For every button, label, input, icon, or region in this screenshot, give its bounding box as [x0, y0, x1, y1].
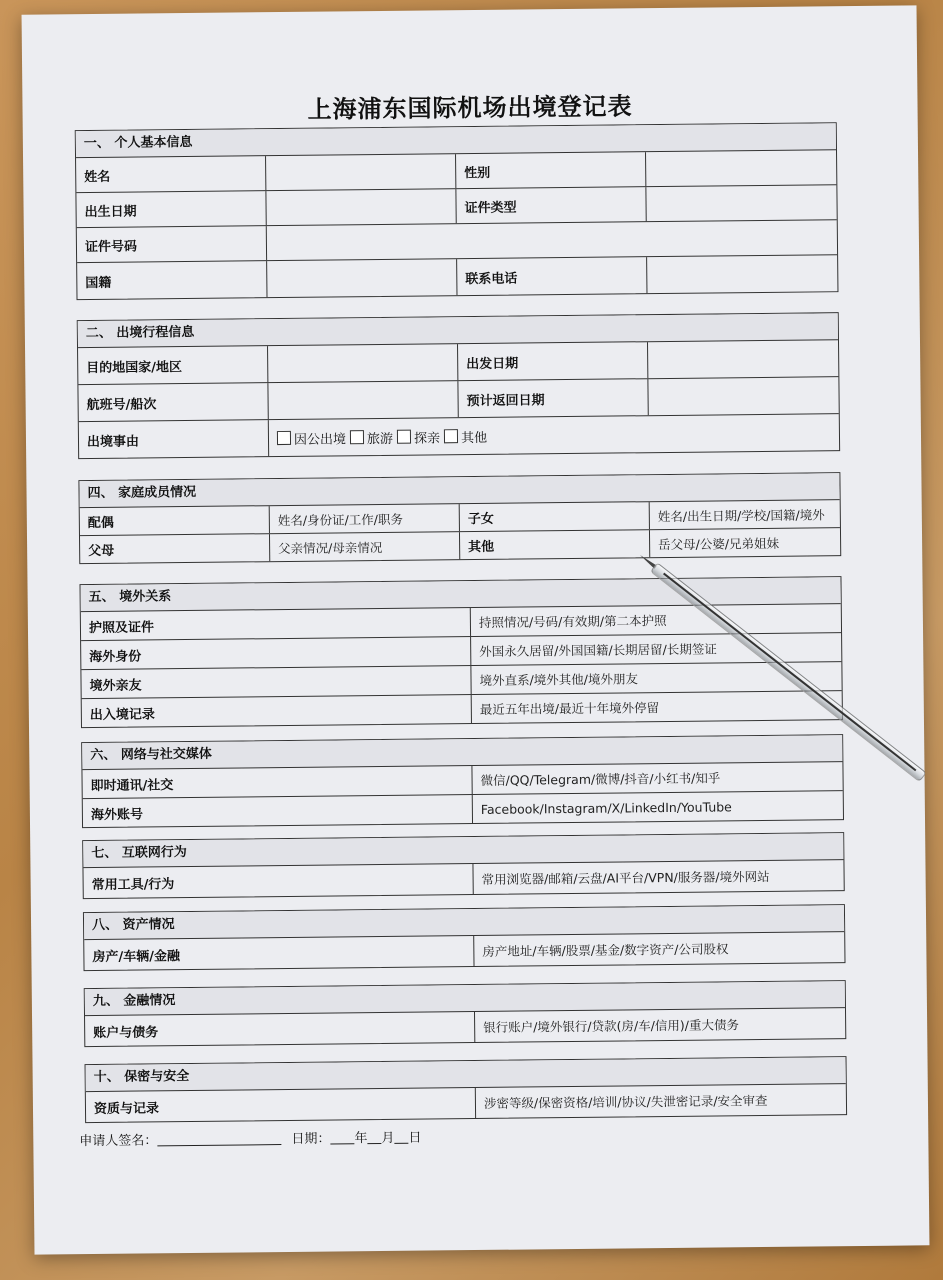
parents-field[interactable]: 父亲情况/母亲情况	[270, 532, 460, 561]
children-field[interactable]: 姓名/出生日期/学校/国籍/境外	[657, 506, 825, 524]
section-header: 一、 个人基本信息	[76, 123, 836, 158]
overseas-status-field[interactable]: 外国永久居留/外国国籍/长期居留/长期签证	[479, 641, 717, 659]
section-assets	[83, 904, 846, 971]
table-row	[79, 414, 839, 458]
phone-field[interactable]	[647, 255, 836, 293]
label-children: 子女	[460, 502, 650, 531]
day-field[interactable]	[394, 1131, 408, 1144]
label-messaging: 即时通讯/社交	[82, 766, 472, 798]
checkbox[interactable]	[444, 429, 458, 443]
label-passport: 护照及证件	[81, 608, 471, 640]
label-departure-date: 出发日期	[458, 342, 648, 380]
signature-field[interactable]	[157, 1132, 281, 1146]
label-id-type: 证件类型	[456, 187, 646, 223]
label-property: 房产/车辆/金融	[84, 936, 474, 970]
birthdate-field[interactable]	[266, 189, 456, 225]
id-type-field[interactable]	[646, 185, 835, 221]
section-security	[85, 1056, 848, 1123]
section-finance	[84, 980, 847, 1047]
section-header: 二、 出境行程信息	[78, 313, 838, 348]
reason-options	[269, 414, 838, 456]
label-spouse: 配偶	[80, 506, 270, 535]
section-social-media	[81, 734, 844, 828]
label-reason: 出境事由	[79, 420, 269, 458]
label-overseas-accounts: 海外账号	[83, 795, 473, 827]
section-overseas-relations	[79, 576, 842, 728]
section-header: 五、 境外关系	[81, 577, 841, 612]
tools-field[interactable]: 常用浏览器/邮箱/云盘/AI平台/VPN/服务器/境外网站	[481, 868, 770, 887]
month-label: 月	[381, 1130, 395, 1147]
label-clearance: 资质与记录	[86, 1088, 476, 1122]
spouse-field[interactable]: 姓名/身份证/工作/职务	[270, 504, 460, 533]
other-family-field[interactable]: 岳父母/公婆/兄弟姐妹	[658, 535, 780, 552]
overseas-accounts-field[interactable]: Facebook/Instagram/X/LinkedIn/YouTube	[480, 798, 732, 817]
label-accounts: 账户与债务	[85, 1012, 475, 1046]
passport-field[interactable]: 持照情况/号码/有效期/第二本护照	[478, 612, 667, 630]
section-header: 四、 家庭成员情况	[79, 473, 839, 508]
section-personal-info	[75, 122, 839, 300]
section-header: 六、 网络与社交媒体	[82, 735, 842, 770]
destination-field[interactable]	[268, 344, 458, 382]
clearance-field[interactable]: 涉密等级/保密资格/培训/协议/失泄密记录/安全审查	[483, 1092, 768, 1111]
label-travel-record: 出入境记录	[82, 695, 472, 727]
option-business[interactable]: 因公出境	[277, 428, 346, 448]
label-tools: 常用工具/行为	[83, 864, 473, 898]
section-family	[78, 472, 841, 564]
option-tourism[interactable]: 旅游	[350, 427, 393, 446]
day-label: 日	[408, 1130, 422, 1146]
form-paper	[22, 5, 930, 1254]
label-phone: 联系电话	[457, 257, 647, 295]
label-birthdate: 出生日期	[76, 191, 266, 227]
section-header: 八、 资产情况	[84, 905, 844, 940]
label-destination: 目的地国家/地区	[78, 346, 268, 384]
overseas-relatives-field[interactable]: 境外直系/境外其他/境外朋友	[479, 671, 639, 688]
property-field[interactable]: 房产地址/车辆/股票/基金/数字资产/公司股权	[482, 941, 729, 959]
travel-record-field[interactable]: 最近五年出境/最近十年境外停留	[479, 700, 660, 717]
label-nationality: 国籍	[77, 261, 267, 299]
form-title: 上海浦东国际机场出境登记表	[307, 92, 633, 124]
messaging-field[interactable]: 微信/QQ/Telegram/微博/抖音/小红书/知乎	[480, 770, 721, 788]
section-header: 十、 保密与安全	[86, 1057, 846, 1092]
name-field[interactable]	[266, 154, 456, 190]
accounts-field[interactable]: 银行账户/境外银行/贷款(房/车/信用)/重大债务	[483, 1017, 740, 1035]
checkbox[interactable]	[277, 430, 291, 444]
checkbox[interactable]	[397, 429, 411, 443]
label-return-date: 预计返回日期	[458, 379, 648, 417]
signature-label: 申请人签名：	[79, 1133, 158, 1150]
option-visit-family[interactable]: 探亲	[397, 427, 440, 446]
nationality-field[interactable]	[267, 259, 457, 297]
label-name: 姓名	[76, 156, 266, 192]
label-gender: 性别	[456, 152, 646, 188]
gender-field[interactable]	[646, 150, 835, 186]
label-overseas-relatives: 境外亲友	[81, 666, 471, 698]
year-label: 年	[354, 1131, 368, 1147]
checkbox[interactable]	[350, 430, 364, 444]
date-label: 日期：	[291, 1131, 331, 1147]
return-date-field[interactable]	[648, 377, 837, 415]
label-flight: 航班号/船次	[78, 383, 268, 421]
table-row	[77, 255, 837, 299]
section-travel-info	[77, 312, 840, 459]
departure-date-field[interactable]	[648, 340, 837, 378]
section-header: 七、 互联网行为	[83, 833, 843, 868]
signature-line	[79, 1127, 421, 1150]
id-number-field[interactable]	[267, 220, 836, 260]
year-field[interactable]	[330, 1131, 354, 1144]
section-header: 九、 金融情况	[85, 981, 845, 1016]
label-overseas-status: 海外身份	[81, 637, 471, 669]
flight-field[interactable]	[268, 381, 458, 419]
section-internet	[82, 832, 845, 899]
label-other-family: 其他	[460, 530, 650, 559]
option-other[interactable]: 其他	[444, 426, 487, 445]
month-field[interactable]	[367, 1131, 381, 1144]
label-id-number: 证件号码	[77, 226, 267, 262]
label-parents: 父母	[80, 534, 270, 563]
